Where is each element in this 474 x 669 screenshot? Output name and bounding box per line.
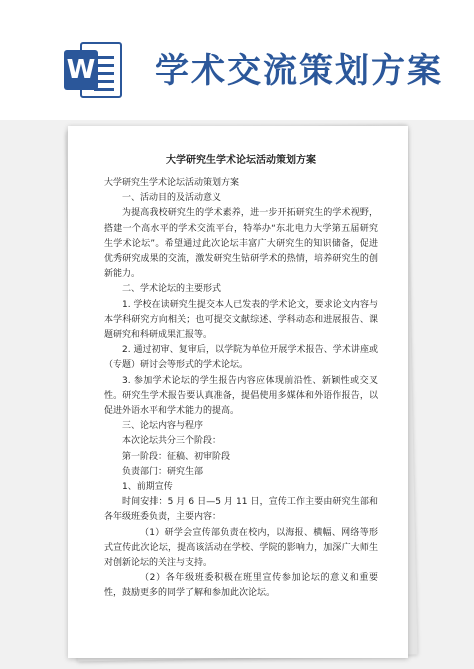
word-document-icon [64,40,124,100]
document-paragraph: 第一阶段：征稿、初审阶段 [122,451,231,462]
document-paragraph: 1. 学校在读研究生提交本人已发表的学术论文，要求论文内容与本学科研究方向相关；也可提交文献综述、学科动态和进展报告、课题研究和科研成果汇报等。 [104,299,378,341]
document-paragraph: 3. 参加学术论坛的学生报告内容应体现前沿性、新颖性或交叉性。研究生学术报告要认真准备，提倡使用多媒体和外语作报告，以促进外语水平和学术能力的提高。 [104,375,378,417]
document-paragraph: （1）研学会宣传部负责在校内，以海报、横幅、网络等形式宣传此次论坛，提高该活动在学校、学院的影响力，加深广大师生对创新论坛的关注与支持。 [104,527,378,569]
document-paragraph: （2）各年级班委积极在班里宣传参加论坛的意义和重要性，鼓励更多的同学了解和参加此次论坛。 [104,573,378,599]
document-paragraph: 1、前期宣传 [122,482,173,493]
document-paragraph: 二、学术论坛的主要形式 [122,284,222,295]
document-paragraph: 本次论坛共分三个阶段： [122,436,222,447]
document-paragraph: 时间安排：5 月 6 日—5 月 11 日，宣传工作主要由研究生部和各年级班委负责，主要内容： [104,497,378,523]
document-page [68,126,408,658]
header-banner [0,0,474,120]
document-body [104,176,378,602]
document-paragraph: 大学研究生学术论坛活动策划方案 [104,178,240,188]
document-paragraph: 三、论坛内容与程序 [122,421,204,432]
document-paragraph: 负责部门：研究生部 [122,466,204,477]
document-paragraph: 一、活动目的及活动意义 [122,193,222,204]
document-paragraph: 2. 通过初审、复审后，以学院为单位开展学术报告、学术讲座或（专题）研讨会等形式的学术论坛。 [104,345,378,371]
document-paragraph: 为提高我校研究生的学术素养，进一步开拓研究生的学术视野，搭建一个高水平的学术交流平台，特举办“东北电力大学第五届研究生学术论坛”。希望通过此次论坛丰富广大研究生的知识储备，促进优秀研究成果的交流，激发研究生钻研学术的热情，培养研究生的创新能力。 [104,208,378,280]
document-title: 大学研究生学术论坛活动策划方案 [166,155,316,166]
page-title: 学术交流策划方案 [155,51,443,91]
word-icon-letter: W [64,50,98,90]
